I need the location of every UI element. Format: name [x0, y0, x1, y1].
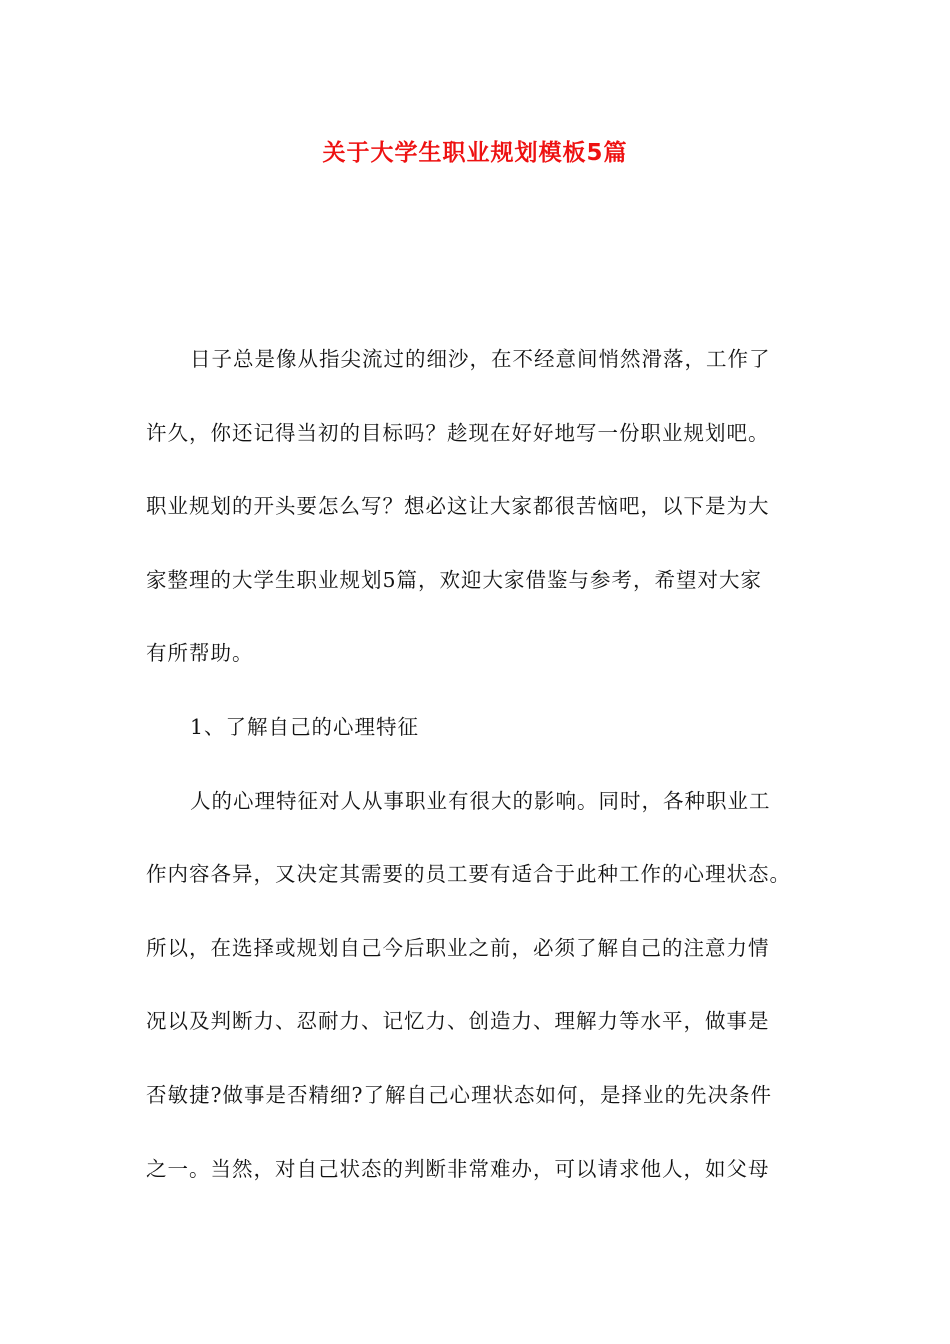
- body-line: 日子总是像从指尖流过的细沙，在不经意间悄然滑落，工作了: [190, 347, 771, 371]
- document-title: 关于大学生职业规划模板5篇: [322, 140, 628, 166]
- body-line: 否敏捷?做事是否精细?了解自己心理状态如何，是择业的先决条件: [146, 1082, 772, 1107]
- document-body: [146, 323, 810, 1206]
- body-line: 所以，在选择或规划自己今后职业之前，必须了解自己的注意力情: [146, 935, 770, 960]
- body-line: 职业规划的开头要怎么写？想必这让大家都很苦恼吧，以下是为大: [146, 494, 770, 519]
- body-line: 之一。当然，对自己状态的判断非常难办，可以请求他人，如父母: [146, 1156, 770, 1181]
- body-line: 有所帮助。: [146, 641, 254, 666]
- body-line: 况以及判断力、忍耐力、记忆力、创造力、理解力等水平，做事是: [146, 1009, 770, 1034]
- body-line: 家整理的大学生职业规划5篇，欢迎大家借鉴与参考，希望对大家: [146, 567, 763, 592]
- section-heading: 1、了解自己的心理特征: [190, 714, 420, 739]
- body-line: 许久，你还记得当初的目标吗？趁现在好好地写一份职业规划吧。: [146, 420, 770, 445]
- body-line: 人的心理特征对人从事职业有很大的影响。同时，各种职业工: [190, 788, 771, 813]
- body-line: 作内容各异，又决定其需要的员工要有适合于此种工作的心理状态。: [146, 862, 791, 887]
